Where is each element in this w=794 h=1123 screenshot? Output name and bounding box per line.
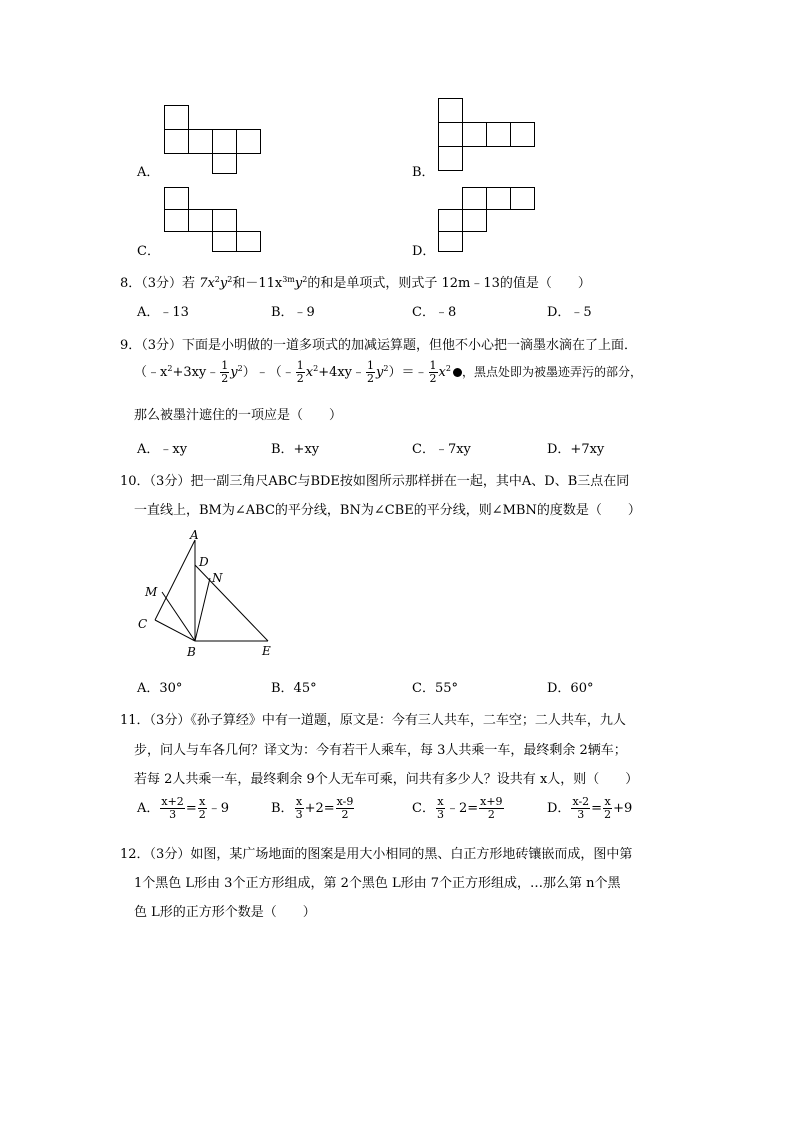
fraction-half: $\frac{1}{2}$ bbox=[429, 359, 437, 385]
q10-option-a[interactable]: A．30° bbox=[137, 681, 183, 696]
q8-option-c[interactable]: C．﹣8 bbox=[412, 305, 457, 320]
q9-stem-line3: 那么被墨汁遮住的一项应是（ ） bbox=[134, 408, 343, 423]
q11-option-c[interactable]: C． $\frac{x}{3}$ ﹣2= $\frac{x+9}{2}$ bbox=[412, 795, 503, 821]
q8-option-b[interactable]: B．﹣9 bbox=[271, 305, 315, 320]
q10-label-d: D bbox=[199, 555, 209, 569]
q7-option-b-label[interactable]: B． bbox=[412, 165, 435, 180]
q8-option-d[interactable]: D．﹣5 bbox=[547, 305, 592, 320]
q12-stem-line2: 1个黑色 L形由 3个正方形组成，第 2个黑色 L形由 7个正方形组成，…那么第 n个黑 bbox=[134, 876, 621, 891]
q10-label-a: A bbox=[190, 528, 199, 542]
q7-option-a-label[interactable]: A． bbox=[137, 165, 160, 180]
q10-option-c[interactable]: C．55° bbox=[412, 681, 458, 696]
q12-stem-line1: 12．（3分）如图，某广场地面的图案是用大小相同的黑、白正方形地砖镶嵌而成，图中第 bbox=[120, 847, 633, 862]
q10-label-n: N bbox=[212, 571, 223, 585]
q9-option-c[interactable]: C．﹣7xy bbox=[412, 442, 471, 457]
q10-label-e: E bbox=[262, 644, 271, 658]
ink-blot-icon bbox=[453, 368, 462, 377]
q10-stem-line1: 10．（3分）把一副三角尺ABC与BDE按如图所示那样拼在一起，其中A、D、B三点在同 bbox=[120, 474, 630, 489]
q11-stem-line3: 若每 2人共乘一车，最终剩余 9个人无车可乘，问共有多少人？设共有 x人，则（ ） bbox=[134, 772, 639, 787]
fraction-half: $\frac{1}{2}$ bbox=[296, 359, 304, 385]
q8-stem: 8．（3分）若 $7x^2y^2$和$-11x^{3m}y^2$的和是单项式，则式子 12m﹣13的值是（ ） bbox=[120, 275, 591, 291]
q9-stem-line1: 9．（3分）下面是小明做的一道多项式的加减运算题，但他不小心把一滴墨水滴在了上面． bbox=[120, 338, 638, 353]
fraction-half: $\frac{1}{2}$ bbox=[221, 359, 229, 385]
q11-option-a[interactable]: A． $\frac{x+2}{3}$ = $\frac{x}{2}$ ﹣9 bbox=[137, 795, 229, 821]
q10-label-m: M bbox=[145, 585, 158, 599]
q10-label-b: B bbox=[187, 645, 196, 659]
q11-stem-line2: 步，问人与车各几何？译文为：今有若干人乘车，每 3人共乘一车，最终剩余 2辆车； bbox=[134, 743, 627, 758]
q9-expression: （$﹣x^2+3xy﹣$ $\frac{1}{2}$ $y^2)﹣(﹣$ $\frac{1}{2}$ $x^2+4xy﹣$ $\frac{1}{2}$ $y^2)=﹣$ $\frac{1}{2}$ $x^2$ ，黑点处即为被墨迹弄污的部分， bbox=[134, 359, 642, 385]
q10-label-c: C bbox=[138, 617, 148, 631]
q7-option-c-label[interactable]: C． bbox=[137, 244, 160, 259]
q9-option-a[interactable]: A．﹣xy bbox=[137, 442, 188, 457]
q9-option-b[interactable]: B．+xy bbox=[271, 442, 320, 457]
q11-option-d[interactable]: D． $\frac{x-2}{3}$ = $\frac{x}{2}$ +9 bbox=[547, 795, 633, 821]
q10-stem-line2: 一直线上，BM为∠ABC的平分线，BN为∠CBE的平分线，则∠MBN的度数是（ ） bbox=[134, 503, 641, 518]
q11-option-b[interactable]: B． $\frac{x}{3}$ +2= $\frac{x-9}{2}$ bbox=[271, 795, 354, 821]
q8-option-a[interactable]: A．﹣13 bbox=[137, 305, 189, 320]
q9-option-d[interactable]: D．+7xy bbox=[547, 442, 605, 457]
fraction-half: $\frac{1}{2}$ bbox=[367, 359, 375, 385]
q10-option-d[interactable]: D．60° bbox=[547, 681, 594, 696]
q10-option-b[interactable]: B．45° bbox=[271, 681, 317, 696]
q12-stem-line3: 色 L形的正方形个数是（ ） bbox=[134, 905, 316, 920]
q7-option-d-label[interactable]: D． bbox=[412, 244, 436, 259]
q11-stem-line1: 11．（3分）《孙子算经》中有一道题，原文是：今有三人共车，二车空；二人共车，九人 bbox=[120, 713, 626, 728]
